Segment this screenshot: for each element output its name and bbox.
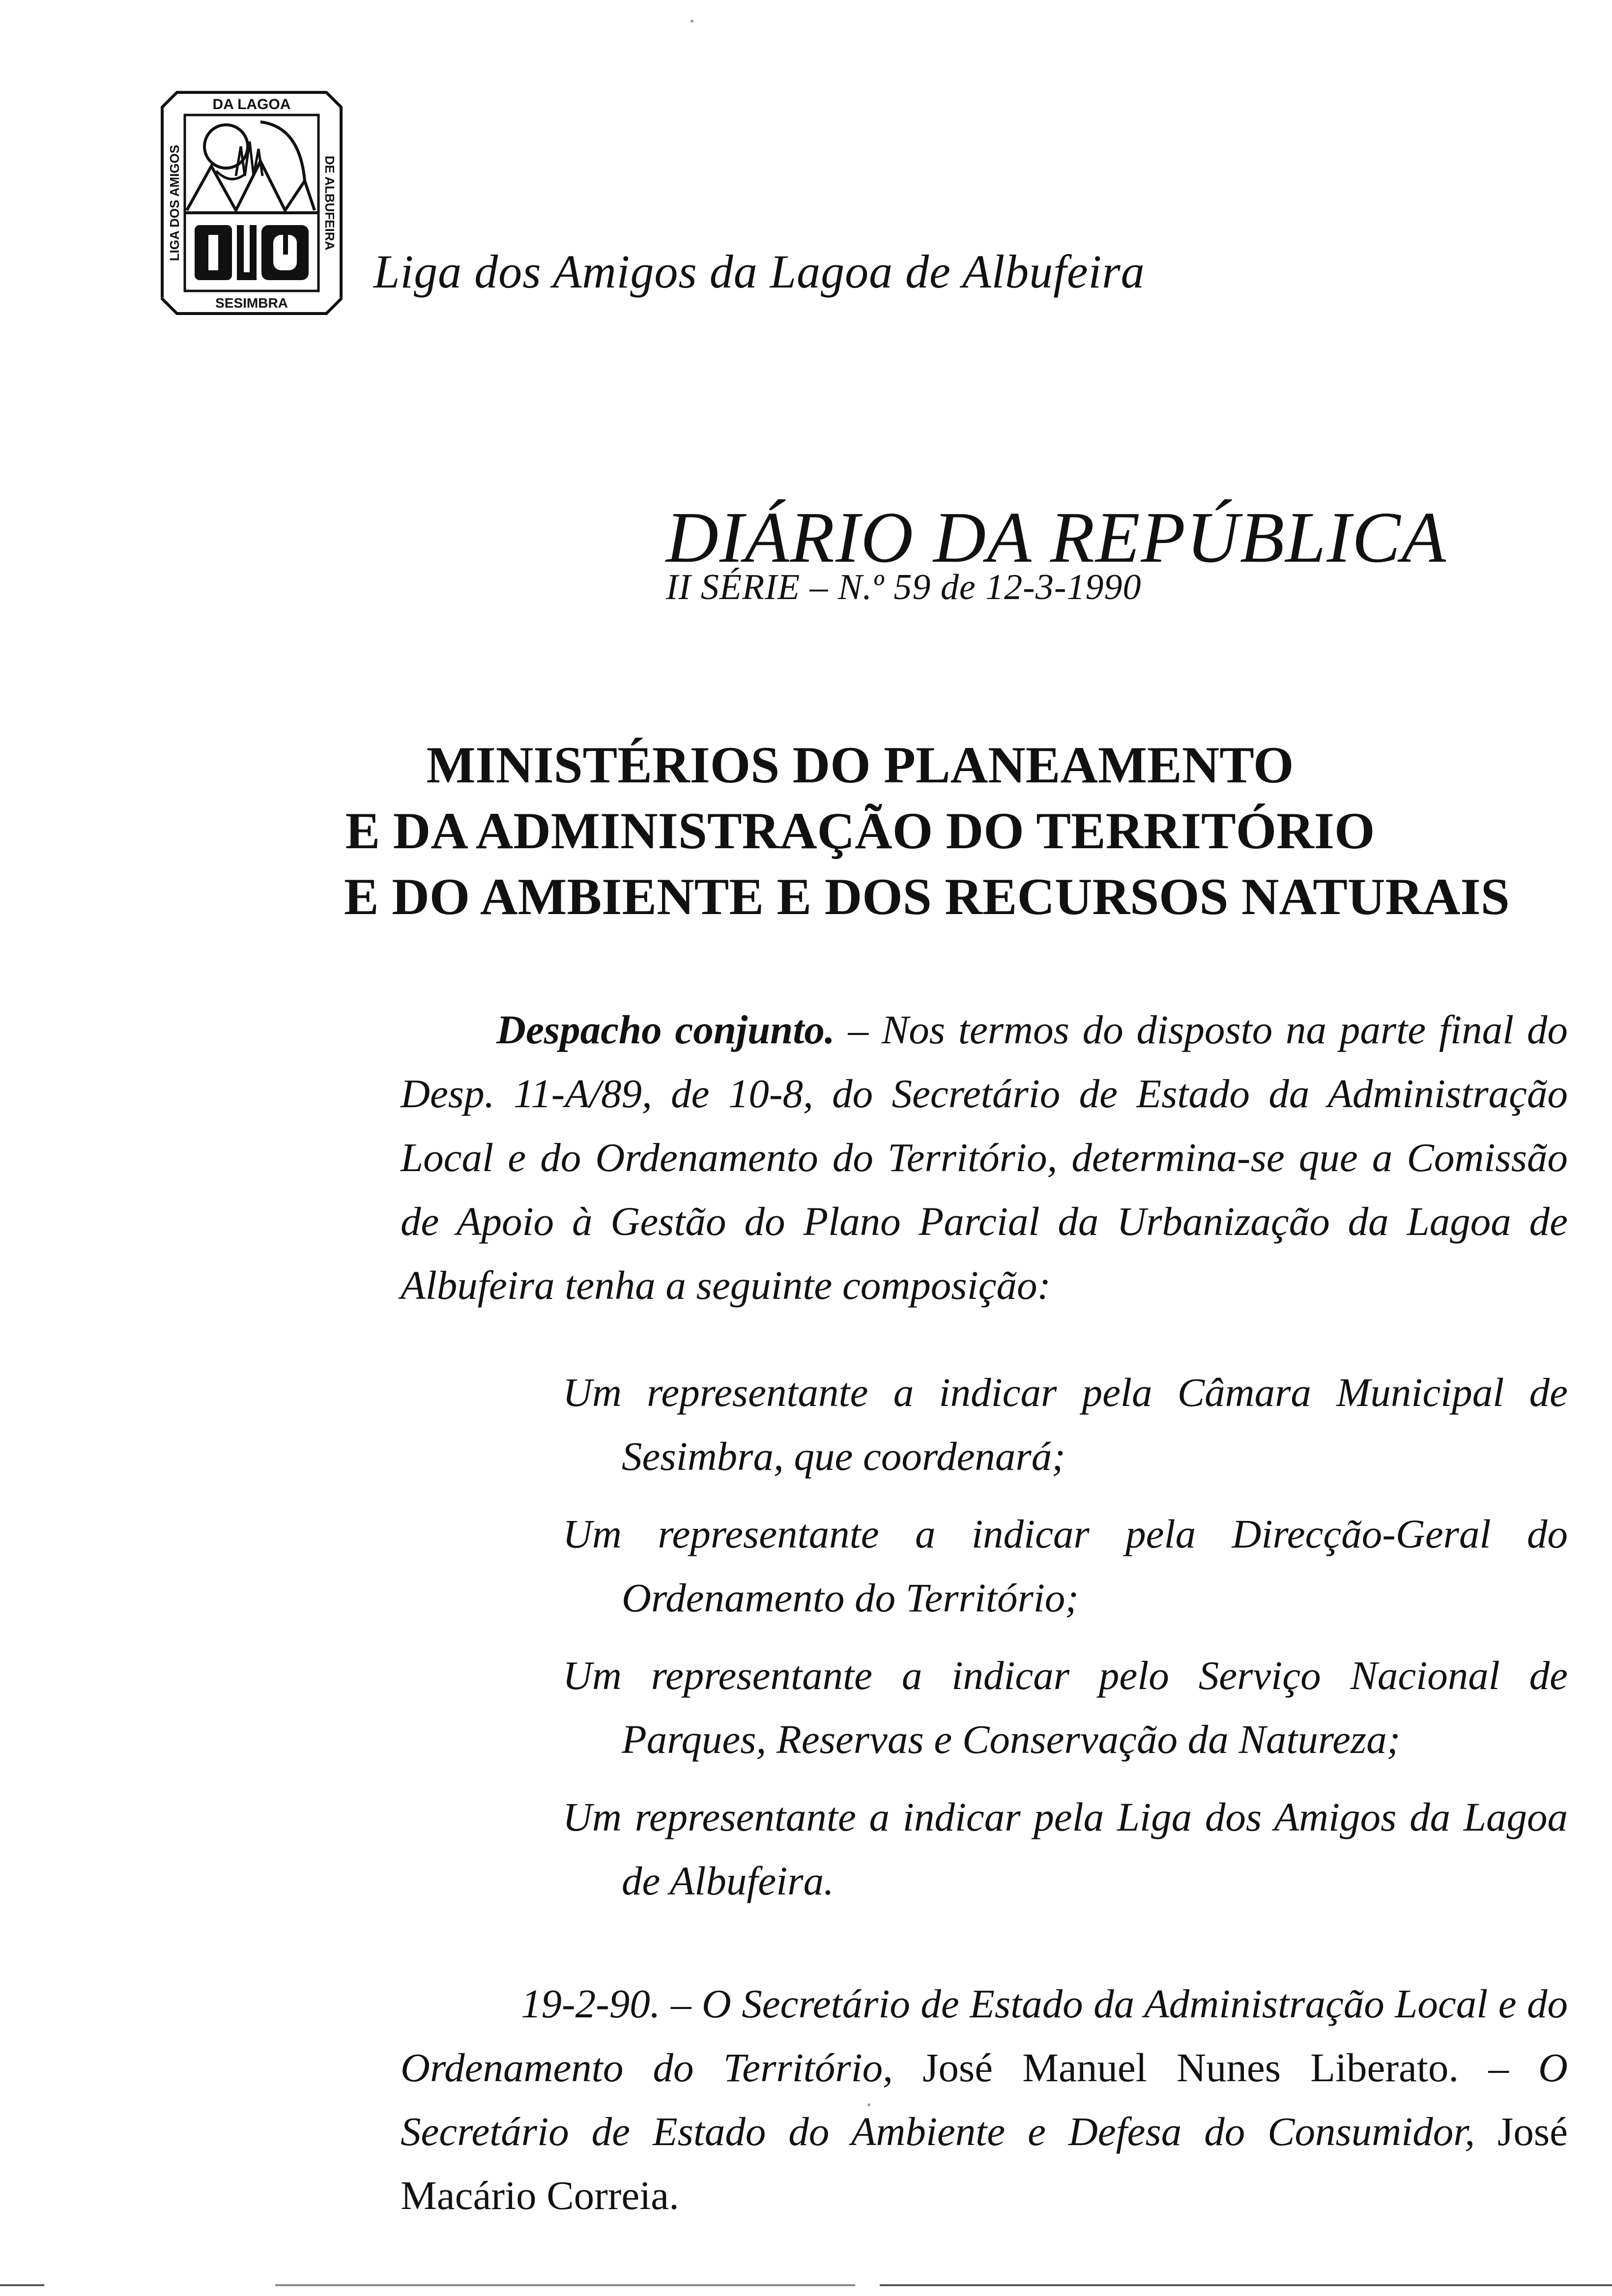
list-item: Um representante a indicar pela Câmara Municipal de Sesimbra, que coordenará;	[563, 1370, 1568, 1479]
logo-left-text: LIGA DOS AMIGOS	[167, 144, 182, 261]
ministry-heading	[344, 732, 1510, 930]
closing-text-1: 19-2-90. – O Secretário de Estado da Administração Local e do Ordenamento do Território,	[401, 1981, 1568, 2090]
scan-edge-line	[880, 2284, 1612, 2286]
logo-right-text: DE ALBUFEIRA	[322, 155, 337, 251]
organization-name: Liga dos Amigos da Lagoa de Albufeira	[374, 245, 1145, 298]
list-item: Um representante a indicar pelo Serviço Nacional de Parques, Reservas e Conservação da Natureza;	[563, 1653, 1568, 1762]
logo-letters-icon	[195, 225, 309, 280]
organization-logo	[157, 87, 346, 318]
scan-edge-line	[275, 2284, 855, 2286]
ministry-line: E DA ADMINISTRAÇÃO DO TERRITÓRIO	[345, 802, 1375, 860]
logo-top-text: DA LAGOA	[212, 96, 291, 113]
despacho-body	[401, 998, 1568, 2227]
list-item: Um representante a indicar pela Direcção-Geral do Ordenamento do Território;	[563, 1511, 1568, 1620]
composition-list	[401, 1360, 1568, 1913]
logo-bottom-text: SESIMBRA	[215, 295, 288, 311]
closing-text-2: – O Secretário de Estado do Ambiente e Defesa do Consumidor,	[401, 2045, 1568, 2154]
lagoon-emblem-icon	[185, 122, 318, 213]
publication-series: II SÉRIE – N.º 59 de 12-3-1990	[666, 567, 1142, 607]
list-item: Um representante a indicar pela Liga dos Amigos da Lagoa de Albufeira.	[563, 1794, 1568, 1903]
scan-edge-line	[0, 2284, 44, 2286]
ministry-line: E DO AMBIENTE E DOS RECURSOS NATURAIS	[344, 868, 1510, 925]
scan-speck	[691, 20, 693, 23]
signatory-1: José Manuel Nunes Liberato.	[892, 2045, 1459, 2090]
closing-signatures	[401, 1972, 1568, 2227]
scan-speck	[867, 2103, 870, 2106]
publication-title: DIÁRIO DA REPÚBLICA	[666, 497, 1447, 578]
despacho-intro-text: – Nos termos do disposto na parte final do Desp. 11-A/89, de 10-8, do Secretário de Estado da Administração Local e do Ordenamento do Território, determina-se que a Comissão de Apoio à Gestão do Plano Parcial da Urbanização da Lagoa de Albufeira tenha a seguinte composição:	[401, 1007, 1568, 1308]
despacho-intro	[401, 998, 1568, 1317]
ministry-line: MINISTÉRIOS DO PLANEAMENTO	[426, 736, 1294, 794]
signatory-2: José Macário Correia.	[401, 2109, 1568, 2218]
despacho-lead: Despacho conjunto.	[496, 1007, 835, 1052]
